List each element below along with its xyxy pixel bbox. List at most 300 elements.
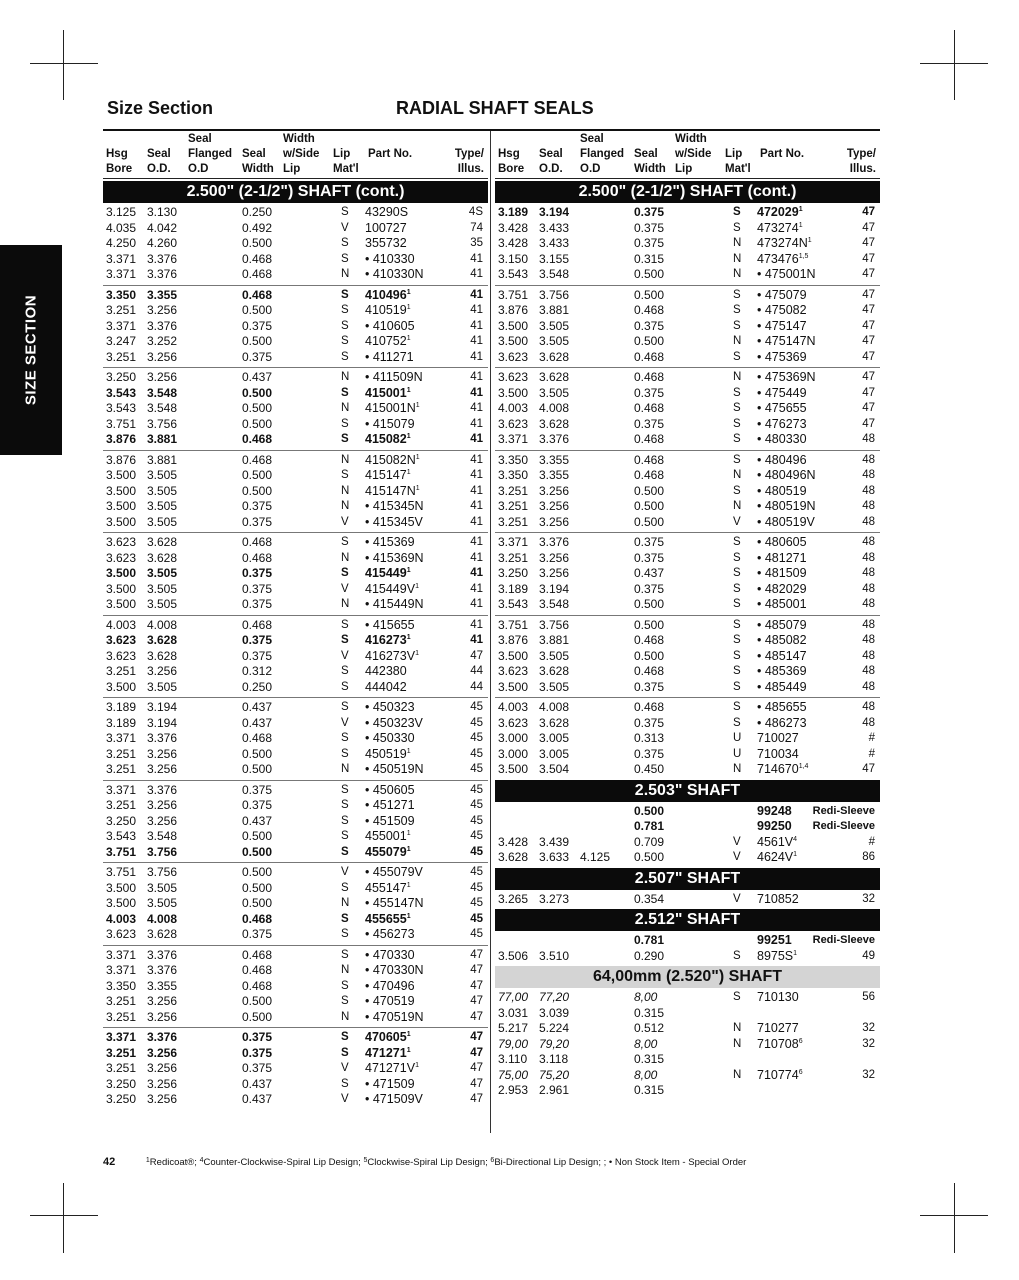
cell-seal-od: 3.505 — [147, 566, 178, 580]
cell-seal-od: 3.628 — [539, 715, 570, 730]
cell-type-illus: 41 — [470, 304, 483, 316]
cell-type-illus: 41 — [470, 402, 483, 414]
table-row — [103, 912, 488, 928]
cell-hsg-bore: 3.251 — [498, 550, 529, 565]
table-row — [103, 582, 488, 598]
cell-lip-mat: V — [341, 1093, 349, 1105]
cell-seal-od: 4.008 — [147, 911, 178, 926]
cell-seal-width: 0.437 — [242, 700, 273, 714]
cell-part-no: $415001N^1$ — [365, 401, 420, 415]
cell-seal-width: 0.492 — [242, 220, 273, 235]
cell-seal-width: 0.375 — [242, 798, 273, 812]
table-row — [495, 386, 880, 402]
table-row — [103, 845, 488, 861]
cell-seal-od: 3.505 — [147, 483, 178, 498]
cell-hsg-bore: 3.543 — [106, 385, 137, 400]
cell-part-no: • 480496 — [757, 452, 807, 467]
table-row — [103, 1092, 488, 1108]
cell-type-illus: 47 — [862, 350, 875, 363]
cell-part-no: 416273$^1$ — [365, 633, 411, 647]
cell-seal-width: 0.375 — [634, 679, 665, 694]
cell-seal-width: 0.500 — [242, 746, 273, 761]
cell-lip-mat: S — [341, 433, 349, 445]
table-row — [103, 236, 488, 252]
cell-seal-od: 3.376 — [147, 947, 178, 962]
cell-lip-mat: N — [341, 371, 350, 383]
cell-part-no: 710774$^6$ — [757, 1067, 803, 1082]
cell-part-no: 472029$^1$ — [757, 205, 803, 219]
table-row — [103, 814, 488, 830]
part-no-footnote: 1 — [406, 288, 411, 296]
cell-hsg-bore: 3.251 — [106, 349, 137, 364]
cell-type-illus: 48 — [862, 453, 875, 466]
cell-seal-od: 3.505 — [147, 581, 178, 596]
group-divider — [103, 450, 488, 451]
group-divider — [495, 532, 880, 533]
cell-seal-od: 3.256 — [147, 746, 178, 761]
cell-seal-od: 3.756 — [147, 865, 178, 879]
cell-hsg-bore: 3.110 — [498, 1052, 528, 1066]
table-row — [103, 716, 488, 732]
cell-seal-width: 0.468 — [242, 550, 273, 565]
cell-lip-mat: S — [341, 912, 349, 925]
cell-part-no: • 481271 — [757, 550, 807, 565]
cell-lip-mat: U — [733, 747, 742, 760]
table-row — [103, 221, 488, 237]
cell-seal-width: 0.375 — [242, 633, 273, 647]
cell-part-no: • 410605 — [365, 318, 415, 333]
cell-hsg-bore: 3.876 — [106, 452, 137, 467]
part-no-footnote: 1 — [406, 845, 411, 853]
cell-type-illus: 45 — [470, 716, 483, 729]
cell-type-illus: 47 — [470, 979, 483, 992]
table-row — [103, 798, 488, 814]
cell-type-illus: 41 — [470, 618, 483, 631]
cell-hsg-bore: 3.189 — [106, 700, 137, 714]
cell-lip-mat: S — [733, 288, 741, 301]
table-row — [103, 1077, 488, 1093]
cell-seal-width: 0.375 — [242, 597, 273, 611]
cell-part-no: • 450323 — [365, 700, 415, 714]
cell-part-no: $473274N^1$ — [757, 236, 812, 250]
footnote-item: Clockwise-Spiral Lip Design; — [367, 1157, 491, 1168]
cell-seal-od: 3.376 — [147, 267, 178, 281]
cell-hsg-bore: 3.876 — [498, 303, 529, 317]
cell-seal-od: 3.628 — [539, 664, 570, 678]
cell-part-no: • 475369 — [757, 349, 807, 364]
shaft-size-band: 64,00mm (2.520") SHAFT — [495, 966, 880, 988]
cell-seal-od: 3.252 — [147, 334, 178, 348]
footnote-marker: 6 — [490, 1157, 495, 1164]
cell-part-no: • 475082 — [757, 303, 807, 317]
cell-lip-mat: V — [341, 221, 349, 234]
cell-type-illus: 41 — [470, 268, 483, 280]
header-width-side-lip: w/Side — [283, 148, 320, 160]
table-row — [495, 762, 880, 778]
header-seal-od: Seal — [147, 148, 171, 160]
cell-seal-od: 3.505 — [147, 514, 178, 529]
cell-seal-width: 0.500 — [634, 267, 665, 281]
cell-seal-od: 3.628 — [147, 927, 178, 941]
table-row — [103, 597, 488, 613]
cell-lip-mat: N — [733, 1022, 742, 1034]
table-row — [103, 881, 488, 897]
cell-lip-mat: U — [733, 732, 742, 744]
cell-seal-width: 0.468 — [242, 963, 273, 977]
footnote-item: Bi-Directional Lip Design; ; • Non Stock Item - Special Order — [494, 1157, 747, 1168]
cell-type-illus: 41 — [470, 453, 483, 466]
cell-seal-width: 0.468 — [634, 468, 665, 482]
cell-type-illus: 74 — [470, 221, 483, 234]
cell-seal-width: 0.500 — [634, 850, 665, 864]
table-row — [103, 401, 488, 417]
left-table — [103, 131, 488, 1108]
cell-seal-od: 3.155 — [539, 251, 570, 266]
cell-hsg-bore: 3.500 — [106, 468, 137, 482]
cell-lip-mat: N — [341, 402, 350, 414]
table-row — [495, 1006, 880, 1022]
cell-lip-mat: S — [733, 536, 741, 548]
cell-type-illus: 48 — [862, 649, 875, 662]
cell-part-no: • 471509 — [365, 1076, 415, 1091]
cell-lip-mat: S — [341, 536, 349, 548]
part-no-footnote: 1 — [798, 206, 803, 213]
cell-seal-od: 3.118 — [539, 1052, 569, 1066]
cell-seal-od: 3.439 — [539, 834, 570, 849]
cell-part-no: • 480605 — [757, 535, 807, 549]
table-row — [103, 453, 488, 469]
cell-type-illus: 32 — [862, 1022, 875, 1034]
cell-hsg-bore: 3.000 — [498, 731, 529, 745]
footnote-text — [146, 1157, 746, 1168]
cell-hsg-bore: 3.371 — [106, 1030, 137, 1044]
cell-seal-od: 3.256 — [539, 483, 570, 498]
cell-seal-width: 0.437 — [242, 715, 273, 730]
part-no-footnote: 6 — [798, 1068, 803, 1076]
part-no-footnote: 1 — [406, 1031, 411, 1038]
cell-type-illus: 41 — [470, 598, 483, 610]
cell-part-no: • 411509N — [365, 370, 423, 384]
cell-lip-mat: N — [733, 268, 742, 280]
cell-hsg-bore: 4.003 — [498, 401, 529, 415]
cell-hsg-bore: 3.371 — [106, 947, 137, 962]
cell-seal-width: 0.375 — [634, 236, 665, 250]
cell-seal-width: 0.375 — [634, 550, 665, 565]
cell-seal-width: 0.512 — [634, 1021, 665, 1035]
cell-seal-od: 3.256 — [147, 303, 178, 317]
cell-part-no: • 455079V — [365, 865, 423, 879]
cell-type-illus: 41 — [470, 500, 483, 512]
cell-part-no: • 470519 — [365, 994, 415, 1008]
cell-type-illus: 41 — [470, 634, 483, 646]
cell-part-no: • 475147N — [757, 334, 816, 348]
cell-hsg-bore: 2.953 — [498, 1083, 529, 1097]
shaft-size-band: 2.500" (2-1/2") SHAFT (cont.) — [495, 181, 880, 203]
shaft-size-band: 2.512" SHAFT — [495, 909, 880, 931]
shaft-size-band: 2.500" (2-1/2") SHAFT (cont.) — [103, 181, 488, 203]
cell-type-illus: 44 — [470, 680, 483, 693]
page-title: RADIAL SHAFT SEALS — [396, 98, 594, 118]
cell-seal-width: 0.375 — [242, 581, 273, 596]
cell-seal-od: 3.376 — [147, 251, 178, 266]
crop-mark — [30, 1215, 98, 1216]
cell-seal-od: 4.008 — [539, 401, 570, 415]
group-divider — [103, 945, 488, 946]
group-divider — [495, 615, 880, 616]
cell-lip-mat: S — [733, 417, 741, 430]
header-width-side-lip: Lip — [675, 163, 693, 175]
cell-lip-mat: S — [341, 469, 349, 481]
group-divider — [495, 450, 880, 451]
table-row — [103, 535, 488, 551]
group-divider — [103, 285, 488, 286]
cell-part-no: 470605$^1$ — [365, 1030, 411, 1044]
cell-seal-width: 0.500 — [242, 829, 273, 843]
cell-seal-od: 3.881 — [539, 303, 570, 317]
cell-type-illus: 45 — [470, 897, 483, 909]
cell-seal-width: 0.468 — [242, 452, 273, 467]
cell-part-no: 99250 — [757, 819, 792, 833]
cell-lip-mat: S — [341, 350, 349, 363]
cell-type-illus: 41 — [470, 433, 483, 445]
header-lip-mat: Lip — [725, 148, 743, 160]
cell-hsg-bore: 3.371 — [106, 251, 137, 266]
cell-seal-od: 3.628 — [147, 633, 178, 647]
cell-hsg-bore: 3.623 — [106, 535, 137, 549]
cell-lip-mat: S — [341, 567, 349, 579]
cell-lip-mat: S — [341, 995, 349, 1007]
cell-hsg-bore: 3.500 — [498, 318, 529, 333]
cell-type-illus: 41 — [470, 515, 483, 528]
cell-hsg-bore: 3.623 — [498, 416, 529, 431]
cell-hsg-bore: 3.751 — [106, 844, 137, 859]
part-no-footnote: 1 — [798, 221, 803, 229]
cell-part-no: • 470330N — [365, 963, 424, 977]
cell-type-illus: 45 — [470, 814, 483, 827]
cell-hsg-bore: 3.371 — [498, 432, 529, 446]
table-row — [495, 401, 880, 417]
cell-seal-od: 3.505 — [147, 468, 178, 482]
cell-part-no: 450519$^1$ — [365, 746, 411, 761]
cell-seal-od: 3.039 — [539, 1005, 570, 1020]
cell-type-illus: 47 — [470, 649, 483, 662]
cell-hsg-bore: 3.500 — [106, 880, 137, 895]
cell-hsg-bore: 3.500 — [106, 514, 137, 529]
table-row — [495, 350, 880, 366]
cell-part-no: • 475369N — [757, 370, 816, 384]
cell-hsg-bore: 3.500 — [106, 566, 137, 580]
cell-seal-width: 0.375 — [242, 782, 273, 797]
cell-seal-width: 0.250 — [242, 679, 273, 694]
header-flanged-od: Seal — [188, 133, 212, 145]
cell-part-no: 415449$^1$ — [365, 566, 411, 580]
part-no-footnote: 1 — [406, 304, 411, 311]
cell-hsg-bore: 3.500 — [498, 679, 529, 694]
cell-part-no: • 410330 — [365, 251, 415, 266]
cell-hsg-bore: 4.035 — [106, 220, 137, 235]
cell-seal-width: 0.468 — [634, 700, 665, 714]
cell-seal-width: 0.500 — [242, 994, 273, 1008]
cell-lip-mat: V — [341, 1062, 349, 1074]
cell-part-no: 455001$^1$ — [365, 829, 411, 843]
cell-hsg-bore: 3.350 — [106, 978, 137, 993]
cell-part-no: 410519$^1$ — [365, 303, 411, 317]
header-flanged-od: Seal — [580, 133, 604, 145]
cell-hsg-bore: 3.428 — [498, 236, 529, 250]
header-width-side-lip: Width — [283, 133, 315, 145]
cell-type-illus: 47 — [862, 304, 875, 316]
cell-seal-od: 3.355 — [539, 468, 570, 482]
cell-seal-width: 0.500 — [634, 483, 665, 498]
cell-seal-width: 0.500 — [634, 499, 665, 513]
cell-seal-od: 3.256 — [539, 566, 570, 580]
cell-type-illus: 47 — [470, 1062, 483, 1074]
table-row — [103, 1030, 488, 1046]
cell-lip-mat: S — [733, 680, 741, 693]
cell-seal-od: 3.355 — [147, 978, 178, 993]
cell-type-illus: 48 — [862, 665, 875, 677]
cell-type-illus: 47 — [470, 1077, 483, 1090]
cell-part-no: 442380 — [365, 664, 407, 678]
table-row — [103, 288, 488, 304]
table-row — [495, 804, 880, 820]
cell-part-no: • 485001 — [757, 597, 807, 611]
cell-hsg-bore: 4.003 — [106, 911, 137, 926]
cell-seal-od: 2.961 — [539, 1083, 570, 1097]
cell-seal-width: 8,00 — [634, 990, 658, 1004]
cell-seal-od: 4.260 — [147, 236, 178, 250]
cell-seal-od: 3.548 — [147, 385, 178, 400]
cell-lip-mat: V — [341, 866, 349, 878]
cell-hsg-bore: 3.371 — [106, 267, 137, 281]
cell-hsg-bore: 3.500 — [106, 597, 137, 611]
cell-seal-width: 0.500 — [242, 385, 273, 400]
cell-part-no: 415147$^1$ — [365, 468, 411, 482]
table-row — [103, 979, 488, 995]
cell-part-no: • 481509 — [757, 566, 807, 580]
table-row — [495, 597, 880, 613]
cell-seal-width: 0.468 — [634, 401, 665, 415]
footnote-item: Redicoat®; — [149, 1157, 200, 1168]
header-seal-width: Width — [634, 163, 666, 175]
table-row — [495, 236, 880, 252]
crop-mark — [30, 63, 98, 64]
table-row — [103, 1061, 488, 1077]
shaft-size-band: 2.507" SHAFT — [495, 868, 880, 890]
cell-type-illus: 48 — [862, 716, 875, 729]
table-row — [495, 1083, 880, 1099]
cell-type-illus: 41 — [470, 484, 483, 497]
cell-seal-od: 3.548 — [147, 401, 178, 415]
cell-hsg-bore: 3.371 — [498, 535, 529, 549]
table-row — [103, 948, 488, 964]
cell-type-illus: 48 — [862, 515, 875, 528]
cell-seal-od: 3.505 — [147, 679, 178, 694]
cell-seal-width: 0.437 — [634, 566, 665, 580]
cell-seal-width: 0.312 — [242, 664, 273, 678]
cell-lip-mat: S — [341, 1077, 349, 1090]
group-divider — [103, 1027, 488, 1028]
cell-hsg-bore: 3.250 — [106, 370, 137, 384]
crop-mark — [954, 30, 955, 100]
cell-type-illus: 48 — [862, 634, 875, 646]
cell-lip-mat: N — [733, 1037, 742, 1050]
cell-hsg-bore: 3.506 — [498, 948, 529, 963]
cell-lip-mat: S — [733, 598, 741, 610]
table-row — [103, 303, 488, 319]
part-no-footnote: 1 — [415, 402, 420, 409]
cell-part-no: 471271$^1$ — [365, 1045, 411, 1060]
header-hsg-bore: Hsg — [106, 148, 128, 160]
table-row — [495, 417, 880, 433]
cell-part-no: 355732 — [365, 236, 407, 250]
cell-hsg-bore: 3.150 — [498, 251, 529, 266]
cell-seal-width: 0.375 — [242, 927, 273, 941]
cell-seal-od: 3.355 — [539, 452, 570, 467]
cell-seal-width: 0.468 — [242, 432, 273, 446]
cell-lip-mat: S — [341, 252, 349, 265]
cell-lip-mat: S — [733, 221, 741, 234]
cell-type-illus: 47 — [862, 386, 875, 399]
header-seal-od: O.D. — [147, 163, 171, 175]
cell-seal-od: 4.042 — [147, 220, 178, 235]
cell-lip-mat: V — [733, 515, 741, 528]
cell-type-illus: 47 — [470, 1093, 483, 1105]
cell-type-illus: 45 — [470, 912, 483, 925]
cell-seal-od: 3.505 — [147, 597, 178, 611]
cell-seal-od: 3.256 — [539, 499, 570, 513]
cell-hsg-bore: 3.500 — [106, 679, 137, 694]
cell-type-illus: 47 — [470, 1046, 483, 1059]
header-seal-width: Seal — [634, 148, 658, 160]
cell-hsg-bore: 3.623 — [498, 349, 529, 364]
cell-part-no: $8975S^1$ — [757, 948, 798, 963]
cell-lip-mat: S — [733, 618, 741, 631]
cell-part-no: • 415449N — [365, 597, 424, 611]
cell-part-no: • 451271 — [365, 798, 415, 812]
part-no-footnote: 1 — [406, 881, 411, 889]
cell-lip-mat: N — [341, 598, 350, 610]
cell-type-illus: 45 — [470, 866, 483, 878]
cell-seal-width: 0.500 — [242, 416, 273, 431]
cell-lip-mat: N — [341, 500, 350, 512]
cell-hsg-bore: 3.500 — [106, 581, 137, 596]
cell-seal-od: 3.505 — [539, 318, 570, 333]
cell-seal-od: 3.256 — [147, 349, 178, 364]
cell-seal-width: 0.500 — [242, 896, 273, 910]
cell-hsg-bore: 3.623 — [498, 715, 529, 730]
table-row — [103, 896, 488, 912]
cell-type-illus: 47 — [862, 417, 875, 430]
cell-part-no: • 415655 — [365, 617, 415, 632]
table-row — [103, 515, 488, 531]
table-row — [495, 633, 880, 649]
cell-lip-mat: S — [341, 237, 349, 249]
part-no-footnote: 1 — [807, 237, 812, 244]
header-type-illus: Illus. — [849, 163, 876, 175]
cell-seal-width: 0.500 — [242, 762, 273, 776]
cell-hsg-bore: 3.751 — [498, 287, 529, 302]
cell-seal-od: 3.256 — [147, 798, 178, 812]
header-flanged-od: O.D — [580, 163, 601, 175]
table-row — [495, 499, 880, 515]
cell-hsg-bore: 3.251 — [106, 994, 137, 1008]
cell-part-no: 710708$^6$ — [757, 1036, 803, 1051]
table-row — [103, 618, 488, 634]
cell-seal-width: 0.354 — [634, 891, 665, 906]
cell-lip-mat: N — [733, 252, 742, 265]
cell-hsg-bore: 3.251 — [106, 1045, 137, 1060]
